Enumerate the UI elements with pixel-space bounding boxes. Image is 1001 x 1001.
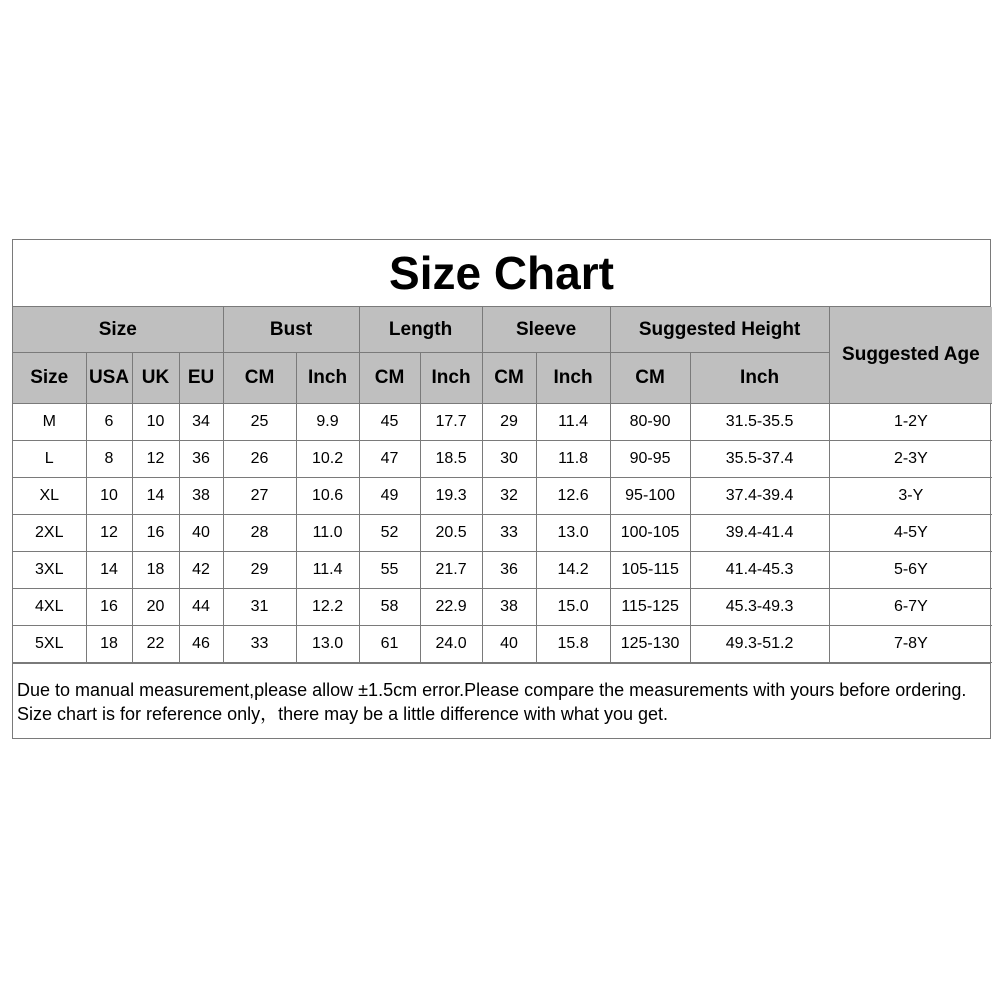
cell-length-cm: 55 <box>359 552 420 589</box>
cell-age: 4-5Y <box>829 515 992 552</box>
cell-usa: 16 <box>86 589 132 626</box>
cell-size: 4XL <box>13 589 86 626</box>
cell-length-inch: 17.7 <box>420 404 482 441</box>
cell-uk: 16 <box>132 515 179 552</box>
cell-bust-cm: 26 <box>223 441 296 478</box>
cell-sleeve-inch: 14.2 <box>536 552 610 589</box>
cell-eu: 38 <box>179 478 223 515</box>
cell-eu: 42 <box>179 552 223 589</box>
cell-eu: 34 <box>179 404 223 441</box>
size-chart <box>12 239 991 739</box>
cell-height-cm: 90-95 <box>610 441 690 478</box>
table-row <box>13 515 992 552</box>
cell-usa: 12 <box>86 515 132 552</box>
size-table <box>13 307 992 663</box>
group-header-sleeve: Sleeve <box>482 307 610 353</box>
note-line-1: Due to manual measurement,please allow ±1.5cm error.Please compare the measurements with yours before ordering. <box>17 680 967 700</box>
cell-sleeve-inch: 11.8 <box>536 441 610 478</box>
cell-length-inch: 20.5 <box>420 515 482 552</box>
cell-bust-inch: 9.9 <box>296 404 359 441</box>
measurement-notes <box>13 663 990 738</box>
column-header-height-inch: Inch <box>690 353 829 404</box>
cell-age: 5-6Y <box>829 552 992 589</box>
cell-bust-inch: 12.2 <box>296 589 359 626</box>
cell-length-inch: 19.3 <box>420 478 482 515</box>
cell-length-inch: 22.9 <box>420 589 482 626</box>
cell-usa: 6 <box>86 404 132 441</box>
cell-uk: 10 <box>132 404 179 441</box>
cell-sleeve-cm: 29 <box>482 404 536 441</box>
cell-height-cm: 100-105 <box>610 515 690 552</box>
note-line-2: Size chart is for reference only，there may be a little difference with what you get. <box>17 704 668 724</box>
cell-height-inch: 41.4-45.3 <box>690 552 829 589</box>
cell-eu: 40 <box>179 515 223 552</box>
cell-sleeve-inch: 13.0 <box>536 515 610 552</box>
cell-size: L <box>13 441 86 478</box>
cell-eu: 46 <box>179 626 223 663</box>
column-header-sleeve-inch: Inch <box>536 353 610 404</box>
group-header-bust: Bust <box>223 307 359 353</box>
cell-length-inch: 21.7 <box>420 552 482 589</box>
column-header-bust-inch: Inch <box>296 353 359 404</box>
cell-size: M <box>13 404 86 441</box>
cell-usa: 8 <box>86 441 132 478</box>
cell-bust-inch: 13.0 <box>296 626 359 663</box>
cell-size: 2XL <box>13 515 86 552</box>
cell-bust-cm: 28 <box>223 515 296 552</box>
cell-bust-cm: 27 <box>223 478 296 515</box>
cell-length-cm: 47 <box>359 441 420 478</box>
cell-length-cm: 52 <box>359 515 420 552</box>
chart-title: Size Chart <box>13 240 990 307</box>
column-header-size: Size <box>13 353 86 404</box>
group-header-length: Length <box>359 307 482 353</box>
cell-length-cm: 58 <box>359 589 420 626</box>
cell-age: 7-8Y <box>829 626 992 663</box>
cell-height-inch: 45.3-49.3 <box>690 589 829 626</box>
cell-sleeve-inch: 15.0 <box>536 589 610 626</box>
cell-size: 3XL <box>13 552 86 589</box>
cell-sleeve-cm: 36 <box>482 552 536 589</box>
cell-uk: 22 <box>132 626 179 663</box>
table-row <box>13 478 992 515</box>
cell-usa: 10 <box>86 478 132 515</box>
cell-height-inch: 49.3-51.2 <box>690 626 829 663</box>
column-header-height-cm: CM <box>610 353 690 404</box>
cell-size: 5XL <box>13 626 86 663</box>
cell-bust-cm: 31 <box>223 589 296 626</box>
table-row <box>13 626 992 663</box>
column-header-bust-cm: CM <box>223 353 296 404</box>
table-row <box>13 589 992 626</box>
cell-uk: 12 <box>132 441 179 478</box>
column-header-sleeve-cm: CM <box>482 353 536 404</box>
table-row <box>13 404 992 441</box>
table-row <box>13 552 992 589</box>
cell-height-inch: 37.4-39.4 <box>690 478 829 515</box>
cell-age: 1-2Y <box>829 404 992 441</box>
group-header-suggested-height: Suggested Height <box>610 307 829 353</box>
table-row <box>13 441 992 478</box>
group-header-size: Size <box>13 307 223 353</box>
cell-age: 3-Y <box>829 478 992 515</box>
cell-uk: 20 <box>132 589 179 626</box>
cell-length-cm: 61 <box>359 626 420 663</box>
cell-length-cm: 45 <box>359 404 420 441</box>
cell-bust-inch: 11.4 <box>296 552 359 589</box>
cell-sleeve-cm: 33 <box>482 515 536 552</box>
cell-height-cm: 105-115 <box>610 552 690 589</box>
cell-usa: 14 <box>86 552 132 589</box>
cell-sleeve-cm: 38 <box>482 589 536 626</box>
cell-sleeve-inch: 12.6 <box>536 478 610 515</box>
cell-eu: 36 <box>179 441 223 478</box>
cell-uk: 14 <box>132 478 179 515</box>
column-header-usa: USA <box>86 353 132 404</box>
cell-sleeve-cm: 32 <box>482 478 536 515</box>
column-header-eu: EU <box>179 353 223 404</box>
cell-bust-cm: 25 <box>223 404 296 441</box>
cell-bust-cm: 33 <box>223 626 296 663</box>
column-header-length-cm: CM <box>359 353 420 404</box>
cell-height-cm: 115-125 <box>610 589 690 626</box>
cell-sleeve-cm: 40 <box>482 626 536 663</box>
cell-length-cm: 49 <box>359 478 420 515</box>
cell-uk: 18 <box>132 552 179 589</box>
cell-height-inch: 35.5-37.4 <box>690 441 829 478</box>
cell-height-inch: 31.5-35.5 <box>690 404 829 441</box>
cell-height-inch: 39.4-41.4 <box>690 515 829 552</box>
cell-bust-inch: 10.6 <box>296 478 359 515</box>
cell-sleeve-cm: 30 <box>482 441 536 478</box>
cell-eu: 44 <box>179 589 223 626</box>
group-header-suggested-age: Suggested Age <box>829 307 992 404</box>
cell-bust-inch: 10.2 <box>296 441 359 478</box>
cell-bust-cm: 29 <box>223 552 296 589</box>
cell-sleeve-inch: 15.8 <box>536 626 610 663</box>
cell-usa: 18 <box>86 626 132 663</box>
column-header-uk: UK <box>132 353 179 404</box>
cell-length-inch: 24.0 <box>420 626 482 663</box>
table-body <box>13 404 992 663</box>
column-header-length-inch: Inch <box>420 353 482 404</box>
cell-height-cm: 95-100 <box>610 478 690 515</box>
cell-size: XL <box>13 478 86 515</box>
cell-age: 2-3Y <box>829 441 992 478</box>
cell-age: 6-7Y <box>829 589 992 626</box>
cell-sleeve-inch: 11.4 <box>536 404 610 441</box>
cell-height-cm: 125-130 <box>610 626 690 663</box>
cell-length-inch: 18.5 <box>420 441 482 478</box>
cell-height-cm: 80-90 <box>610 404 690 441</box>
cell-bust-inch: 11.0 <box>296 515 359 552</box>
